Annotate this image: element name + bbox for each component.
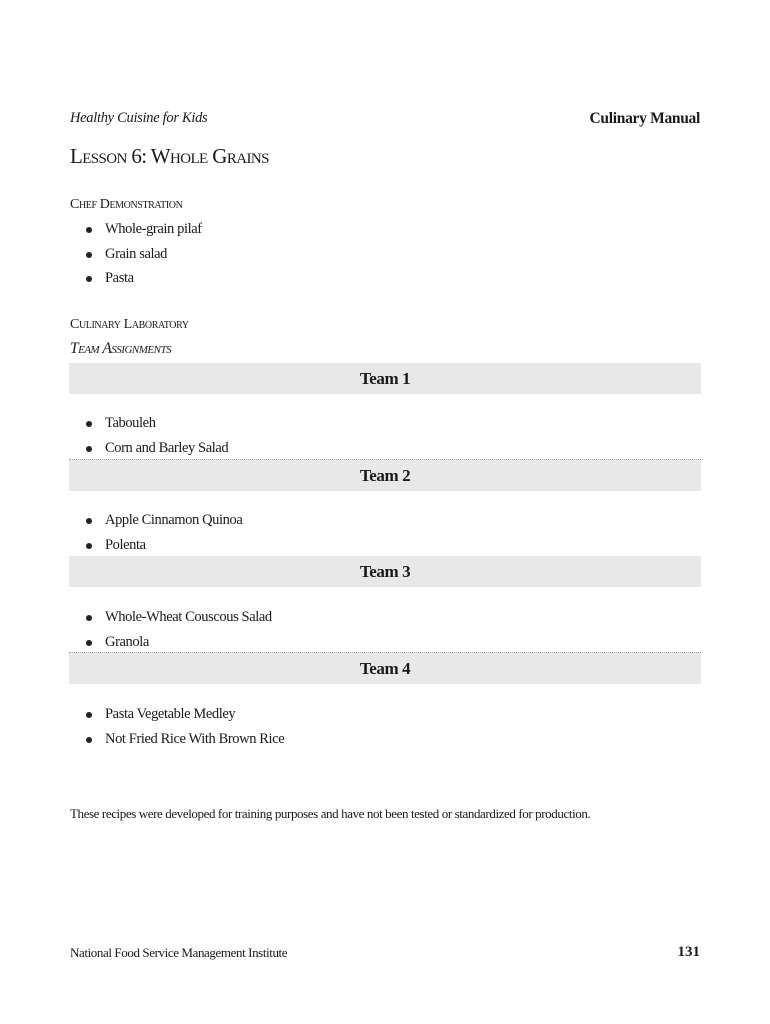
list-item-text: Apple Cinnamon Quinoa bbox=[105, 512, 243, 528]
bullet-dot-icon bbox=[86, 640, 92, 646]
chef-demonstration-heading: Chef Demonstration bbox=[70, 197, 183, 212]
bullet-dot-icon bbox=[86, 421, 92, 427]
list-item-text: Polenta bbox=[105, 536, 146, 553]
team-2-bar: Team 2 bbox=[69, 460, 701, 491]
running-header-manual: Culinary Manual bbox=[589, 110, 700, 127]
list-item bbox=[86, 219, 202, 244]
list-item-text: Corn and Barley Salad bbox=[105, 439, 229, 456]
team-3-bar: Team 3 bbox=[69, 556, 701, 587]
bullet-dot-icon bbox=[86, 518, 92, 524]
team-4-bar: Team 4 bbox=[69, 653, 701, 684]
running-header-title: Healthy Cuisine for Kids bbox=[70, 110, 208, 126]
bullet-dot-icon bbox=[86, 615, 92, 621]
lesson-title: Lesson 6: Whole Grains bbox=[70, 144, 269, 168]
bullet-dot-icon bbox=[86, 446, 92, 452]
list-item bbox=[86, 704, 284, 729]
bullet-dot-icon bbox=[86, 712, 92, 718]
list-item-text: Pasta bbox=[105, 270, 134, 286]
list-item bbox=[86, 413, 228, 438]
disclaimer-text: These recipes were developed for training purposes and have not been tested or standardized for production. bbox=[70, 806, 591, 821]
list-item bbox=[86, 607, 272, 632]
list-item bbox=[86, 268, 202, 293]
team-1-list bbox=[86, 413, 228, 462]
team-3-list bbox=[86, 607, 272, 656]
page-number: 131 bbox=[677, 944, 700, 960]
list-item bbox=[86, 244, 202, 269]
list-item-text: Whole-Wheat Couscous Salad bbox=[105, 609, 272, 625]
bullet-dot-icon bbox=[86, 543, 92, 549]
list-item bbox=[86, 729, 284, 754]
team-assignments-heading: Team Assignments bbox=[70, 340, 172, 357]
list-item-text: Whole-grain pilaf bbox=[105, 221, 202, 237]
bullet-dot-icon bbox=[86, 227, 92, 233]
chef-demonstration-list bbox=[86, 219, 202, 293]
list-item-text: Not Fried Rice With Brown Rice bbox=[105, 730, 285, 747]
bullet-dot-icon bbox=[86, 252, 92, 258]
list-item bbox=[86, 510, 242, 535]
team-2-list bbox=[86, 510, 242, 559]
list-item-text: Granola bbox=[105, 633, 149, 650]
bullet-dot-icon bbox=[86, 276, 92, 282]
culinary-laboratory-heading: Culinary Laboratory bbox=[70, 317, 189, 332]
team-4-list bbox=[86, 704, 284, 753]
list-item-text: Grain salad bbox=[105, 245, 168, 262]
list-item-text: Tabouleh bbox=[105, 415, 156, 431]
footer-institute: National Food Service Management Institute bbox=[70, 945, 288, 960]
list-item-text: Pasta Vegetable Medley bbox=[105, 706, 236, 722]
team-1-bar: Team 1 bbox=[69, 363, 701, 394]
bullet-dot-icon bbox=[86, 737, 92, 743]
